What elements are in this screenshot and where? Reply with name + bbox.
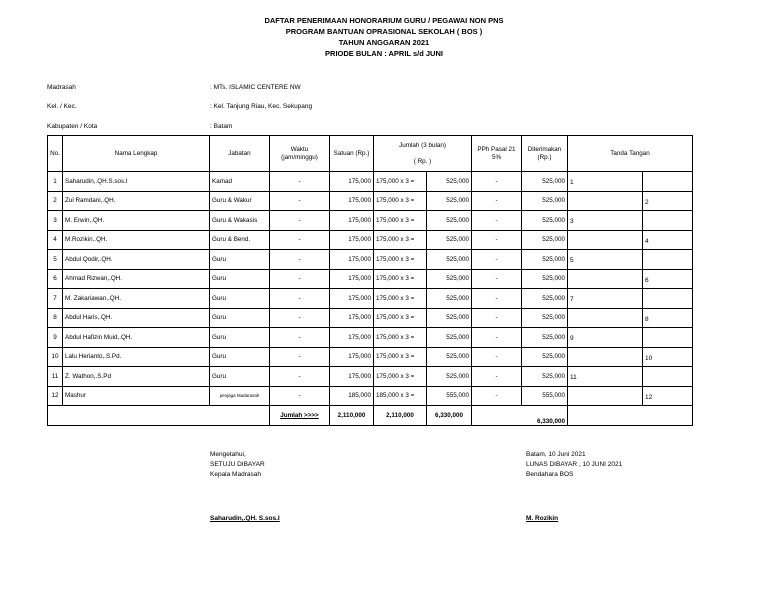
col-waktu-header: Waktu (jam/minggu) (270, 136, 330, 172)
totals-label: Jumlah >>>> (270, 406, 330, 426)
signature-cell-alt (643, 367, 693, 387)
col-jumlah-title: Jumlah (3 bulan) (399, 141, 446, 149)
col-diterima-header: Diterimakan (Rp.) (522, 136, 568, 172)
row-diterima: 525,000 (522, 328, 568, 348)
row-nama: Z. Wathon,.S.Pd (63, 367, 210, 387)
row-waktu: - (270, 172, 330, 192)
table-row (48, 211, 693, 231)
signature-number: 11 (570, 374, 577, 381)
row-jumlah: 525,000 (427, 191, 472, 211)
signature-cell (568, 367, 643, 387)
row-calc: 185,000 x 3 = (374, 386, 427, 406)
row-satuan: 175,000 (330, 250, 374, 270)
table-row (48, 308, 693, 328)
row-no: 3 (48, 211, 63, 231)
row-jabatan: Guru (210, 289, 270, 309)
row-diterima: 525,000 (522, 347, 568, 367)
row-pph: - (472, 347, 522, 367)
footer-left-block (210, 450, 265, 480)
row-pph: - (472, 367, 522, 387)
totals-blank (48, 406, 270, 426)
row-waktu: - (270, 328, 330, 348)
row-nama: M.Rozikin,.QH. (63, 230, 210, 250)
row-diterima: 525,000 (522, 367, 568, 387)
signature-number: 1 (570, 179, 574, 186)
row-no: 4 (48, 230, 63, 250)
row-pph: - (472, 328, 522, 348)
doc-title-line-4: PRIODE BULAN : APRIL s/d JUNI (325, 49, 443, 58)
row-no: 6 (48, 269, 63, 289)
row-waktu: - (270, 250, 330, 270)
honorarium-table (47, 135, 693, 426)
row-no: 2 (48, 191, 63, 211)
row-pph: - (472, 230, 522, 250)
signature-cell (568, 269, 643, 289)
totals-diterima: 6,330,000 (472, 406, 568, 426)
row-nama: Saharudin,.QH.S.sos.I (63, 172, 210, 192)
signature-cell-alt (643, 308, 693, 328)
treasurer-signature-name: M. Rozikin (526, 515, 559, 522)
footer-left-line-1: Mengetahui, (210, 451, 246, 458)
row-jabatan: Guru (210, 250, 270, 270)
row-diterima: 525,000 (522, 308, 568, 328)
row-jumlah: 525,000 (427, 230, 472, 250)
row-nama: M. Erwin,.QH. (63, 211, 210, 231)
signature-number: 12 (645, 393, 653, 401)
doc-title-line-1: DAFTAR PENERIMAAN HONORARIUM GURU / PEGAWAI NON PNS (264, 16, 504, 25)
totals-row (48, 406, 693, 426)
row-no: 5 (48, 250, 63, 270)
row-calc: 175,000 x 3 = (374, 191, 427, 211)
doc-title-line-3: TAHUN ANGGARAN 2021 (338, 38, 430, 47)
row-waktu: - (270, 308, 330, 328)
row-nama: Abdul Hafizin Muid,.QH. (63, 328, 210, 348)
signature-number: 5 (570, 257, 574, 264)
row-calc: 175,000 x 3 = (374, 308, 427, 328)
row-pph: - (472, 211, 522, 231)
row-diterima: 525,000 (522, 230, 568, 250)
row-waktu: - (270, 211, 330, 231)
row-no: 7 (48, 289, 63, 309)
signature-cell (568, 386, 643, 406)
doc-title-line-2: PROGRAM BANTUAN OPRASIONAL SEKOLAH ( BOS ) (285, 27, 483, 36)
row-waktu: - (270, 367, 330, 387)
row-nama: Abdul Qodir,.QH. (63, 250, 210, 270)
row-diterima: 525,000 (522, 172, 568, 192)
row-nama: Mashur (63, 386, 210, 406)
signature-cell (568, 308, 643, 328)
row-jumlah: 525,000 (427, 347, 472, 367)
row-waktu: - (270, 347, 330, 367)
signature-cell-alt (643, 328, 693, 348)
signature-number: 7 (570, 296, 574, 303)
row-satuan: 175,000 (330, 269, 374, 289)
row-calc: 175,000 x 3 = (374, 367, 427, 387)
row-calc: 175,000 x 3 = (374, 250, 427, 270)
row-jumlah: 525,000 (427, 172, 472, 192)
row-jumlah: 525,000 (427, 367, 472, 387)
col-satuan-header: Satuan (Rp.) (330, 136, 374, 172)
madrasah-label: Madrasah (47, 84, 76, 91)
madrasah-value: : MTs. ISLAMIC CENTERE NW (210, 84, 301, 91)
col-no-header: No. (48, 136, 63, 172)
row-pph: - (472, 191, 522, 211)
signature-number: 6 (645, 276, 649, 284)
signature-cell (568, 347, 643, 367)
row-diterima: 525,000 (522, 211, 568, 231)
row-jabatan: Guru & Wakasis (210, 211, 270, 231)
row-calc: 175,000 x 3 = (374, 269, 427, 289)
signature-cell-alt (643, 191, 693, 211)
row-no: 12 (48, 386, 63, 406)
totals-signature-blank (568, 406, 693, 426)
signature-cell (568, 211, 643, 231)
kel-label: Kel. / Kec. (47, 103, 77, 110)
signature-number: 9 (570, 335, 574, 342)
signature-cell-alt (643, 172, 693, 192)
row-calc: 175,000 x 3 = (374, 347, 427, 367)
row-waktu: - (270, 289, 330, 309)
kabupaten-label: Kabupaten / Kota (47, 123, 98, 130)
row-jumlah: 525,000 (427, 289, 472, 309)
col-jumlah-header (374, 136, 472, 172)
table-row (48, 367, 693, 387)
table-row (48, 347, 693, 367)
row-jumlah: 525,000 (427, 328, 472, 348)
signature-cell (568, 191, 643, 211)
signature-cell-alt (643, 230, 693, 250)
row-jabatan: Guru & Wakur (210, 191, 270, 211)
row-waktu: - (270, 269, 330, 289)
row-calc: 175,000 x 3 = (374, 211, 427, 231)
row-jumlah: 525,000 (427, 211, 472, 231)
row-diterima: 525,000 (522, 250, 568, 270)
signature-cell-alt (643, 250, 693, 270)
row-calc: 175,000 x 3 = (374, 172, 427, 192)
table-row (48, 269, 693, 289)
signature-cell (568, 328, 643, 348)
row-no: 1 (48, 172, 63, 192)
row-nama: Ahmad Rizwan,.QH. (63, 269, 210, 289)
signature-number: 2 (645, 198, 649, 206)
row-calc: 175,000 x 3 = (374, 230, 427, 250)
signature-cell-alt (643, 386, 693, 406)
signature-number: 3 (570, 218, 574, 225)
row-nama: Abdul Haris,.QH. (63, 308, 210, 328)
signature-number: 10 (645, 354, 653, 362)
row-jabatan: penjaga Madarasah (210, 386, 270, 406)
signature-cell-alt (643, 269, 693, 289)
table-row (48, 386, 693, 406)
col-jabatan-header: Jabatan (210, 136, 270, 172)
row-no: 9 (48, 328, 63, 348)
totals-jumlah: 6,330,000 (427, 406, 472, 426)
signature-number: 4 (645, 237, 649, 245)
row-calc: 175,000 x 3 = (374, 328, 427, 348)
row-jabatan: Guru (210, 367, 270, 387)
row-waktu: - (270, 191, 330, 211)
row-satuan: 175,000 (330, 211, 374, 231)
row-jabatan: Guru (210, 328, 270, 348)
table-row (48, 250, 693, 270)
signature-cell (568, 250, 643, 270)
footer-right-line-2: LUNAS DIBAYAR , 10 JUNI 2021 (526, 461, 623, 468)
row-pph: - (472, 289, 522, 309)
footer-left-line-2: SETUJU DIBAYAR (210, 461, 265, 468)
row-pph: - (472, 386, 522, 406)
kabupaten-value: : Batam (210, 123, 233, 130)
headmaster-signature-name: Saharudin,.QH. S.sos.I (210, 515, 280, 522)
row-satuan: 175,000 (330, 367, 374, 387)
row-pph: - (472, 308, 522, 328)
row-satuan: 175,000 (330, 328, 374, 348)
signature-cell (568, 230, 643, 250)
row-pph: - (472, 250, 522, 270)
table-row (48, 191, 693, 211)
row-diterima: 525,000 (522, 289, 568, 309)
row-pph: - (472, 172, 522, 192)
row-satuan: 175,000 (330, 347, 374, 367)
row-nama: M. Zakariawan,.QH. (63, 289, 210, 309)
kel-value: : Kel. Tanjung Riau, Kec. Sekupang (210, 103, 313, 110)
row-jabatan: Guru (210, 269, 270, 289)
table-row (48, 172, 693, 192)
row-jabatan: Guru (210, 308, 270, 328)
col-nama-header: Nama Lengkap (63, 136, 210, 172)
row-diterima: 525,000 (522, 191, 568, 211)
row-waktu: - (270, 386, 330, 406)
row-no: 8 (48, 308, 63, 328)
row-satuan: 175,000 (330, 230, 374, 250)
row-diterima: 555,000 (522, 386, 568, 406)
signature-number: 8 (645, 315, 649, 323)
row-satuan: 185,000 (330, 386, 374, 406)
footer-right-line-1: Batam, 10 Juni 2021 (526, 451, 586, 458)
row-jumlah: 525,000 (427, 269, 472, 289)
row-satuan: 175,000 (330, 172, 374, 192)
row-jabatan: Guru (210, 347, 270, 367)
row-satuan: 175,000 (330, 289, 374, 309)
row-jabatan: Guru & Bend. (210, 230, 270, 250)
signature-cell (568, 172, 643, 192)
row-nama: Zul Ramdani,.QH. (63, 191, 210, 211)
row-pph: - (472, 269, 522, 289)
row-no: 10 (48, 347, 63, 367)
totals-calc: 2,110,000 (374, 406, 427, 426)
row-satuan: 175,000 (330, 308, 374, 328)
signature-cell (568, 289, 643, 309)
table-row (48, 230, 693, 250)
row-no: 11 (48, 367, 63, 387)
row-jumlah: 555,000 (427, 386, 472, 406)
row-diterima: 525,000 (522, 269, 568, 289)
row-jabatan: Kamad (210, 172, 270, 192)
signature-cell-alt (643, 289, 693, 309)
signature-cell-alt (643, 211, 693, 231)
table-row (48, 328, 693, 348)
row-jumlah: 525,000 (427, 250, 472, 270)
totals-satuan: 2,110,000 (330, 406, 374, 426)
table-header-row (48, 136, 693, 172)
row-waktu: - (270, 230, 330, 250)
footer-right-line-3: Bendahara BOS (526, 471, 574, 478)
row-satuan: 175,000 (330, 191, 374, 211)
row-jumlah: 525,000 (427, 308, 472, 328)
col-ttd-header: Tanda Tangan (568, 136, 693, 172)
row-nama: Lalu Herianto,.S.Pd. (63, 347, 210, 367)
footer-right-block (526, 450, 622, 480)
row-calc: 175,000 x 3 = (374, 289, 427, 309)
col-pph-header: PPh Pasal 21 5% (472, 136, 522, 172)
table-row (48, 289, 693, 309)
col-jumlah-currency: ( Rp. ) (413, 157, 432, 165)
footer-left-line-3: Kepala Madrasah (210, 471, 261, 478)
signature-cell-alt (643, 347, 693, 367)
